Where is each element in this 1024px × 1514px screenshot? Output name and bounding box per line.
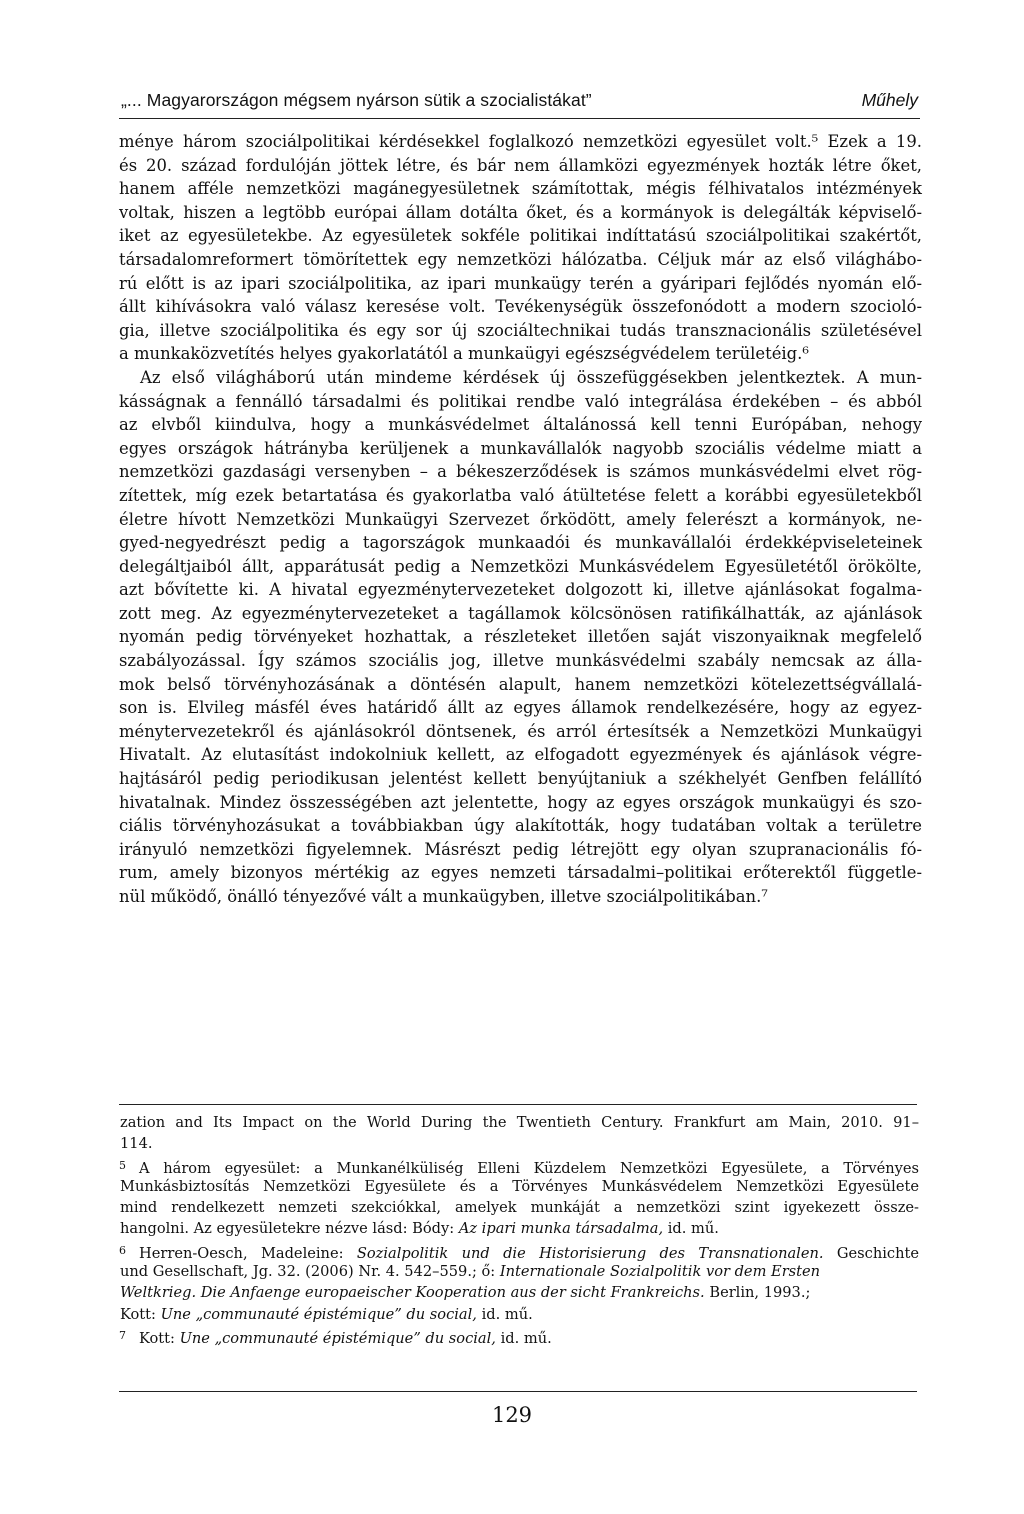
body-line: életre hívott Nemzetközi Munkaügyi Szervezet őrködött, amely felerészt a kormányok, ne- xyxy=(119,509,922,529)
footnote-number: 6 xyxy=(119,1243,126,1257)
body-line: zott meg. Az egyezménytervezeteket a tagállamok kölcsönösen ratifikálhatták, az ajánlások xyxy=(119,603,922,623)
body-line: gia, illetve szociálpolitika és egy sor új szociáltechnikai tudás transznacionális születésével xyxy=(119,320,922,340)
body-line: hanem afféle nemzetközi magánegyesületnek számítottak, mégis félhivatalos intézmények xyxy=(119,179,922,199)
footnotes xyxy=(119,1112,919,1346)
body-line: iket az egyesületekbe. Az egyesületek sokféle politikai indíttatású szociálpolitikai szakértőt, xyxy=(119,226,922,246)
footnote-continuation-line: 114. xyxy=(120,1135,153,1153)
footnote-number: 5 xyxy=(119,1158,126,1172)
body-line: társadalomreformert tömörítettek egy nemzetközi hálózatba. Céljuk már az első világhábo- xyxy=(119,249,922,269)
body-line: gyed-negyedrészt pedig a tagországok munkaadói és munkavállalói érdekképviseleteinek xyxy=(119,533,922,553)
footnote-book-title: Une „communauté épistémique” du social, xyxy=(179,1329,496,1347)
body-line: Az első világháború után mindeme kérdések új összefüggésekben jelentkeztek. A mun- xyxy=(140,367,922,387)
page-number: 129 xyxy=(491,1403,533,1427)
footnote-article-title: Sozialpolitik und die Historisierung des Transnationalen. xyxy=(356,1244,824,1262)
footnote-text: id. mű. xyxy=(476,1305,533,1323)
body-line: rum, amely bizonyos mértékig az egyes nemzeti társadalmi–politikai erőterektől függetle- xyxy=(119,863,922,883)
footnote-5 xyxy=(119,1155,919,1176)
body-line: egyes országok hátrányba kerüljenek a munkavállalók nagyobb szociális védelme miatt a xyxy=(119,438,922,458)
body-line: kásságnak a fennálló társadalmi és politikai rendbe való integrálása érdekében – és abból xyxy=(119,391,922,411)
running-title: „... Magyarországon mégsem nyárson sütik a szocialistákat” xyxy=(121,90,592,110)
footnote-line: Munkásbiztosítás Nemzetközi Egyesülete és a Törvényes Munkásvédelem Nemzetközi Egyesülete xyxy=(120,1177,919,1195)
body-line: son is. Elvileg másfél éves határidő állt az egyes államok rendelkezésére, hogy az egyez- xyxy=(119,698,922,718)
footnote-number: 7 xyxy=(119,1328,126,1342)
body-line: azt bővítette ki. A hivatal egyezménytervezeteket dolgozott ki, illetve ajánlásokat fogalma- xyxy=(119,580,922,600)
footnote-line xyxy=(119,1218,919,1239)
body-line: ciális törvényhozásukat a továbbiakban úgy alakították, hogy tudatában voltak a területre xyxy=(119,816,922,836)
footnote-continuation-line: zation and Its Impact on the World During the Twentieth Century. Frankfurt am Main, 2010. 91– xyxy=(120,1114,919,1131)
footnote-text: und Gesellschaft, Jg. 32. (2006) Nr. 4. 542–559.; ő: xyxy=(120,1263,500,1281)
footnote-line xyxy=(119,1304,919,1325)
bottom-divider xyxy=(119,1391,917,1392)
body-text xyxy=(119,130,922,909)
running-header xyxy=(119,90,920,119)
footnote-divider xyxy=(119,1104,917,1105)
footnote-text: id. mű. xyxy=(495,1329,552,1347)
body-line: ménye három szociálpolitikai kérdésekkel foglalkozó nemzetközi egyesület volt.⁵ Ezek a 19. xyxy=(119,132,922,151)
body-line: zítettek, míg ezek betartatása és gyakorlatba való átültetése felett a korábbi egyesületekből xyxy=(119,485,922,505)
body-line: voltak, hiszen a legtöbb európai állam dotálta őket, és a kormányok is delegálták képviselő- xyxy=(119,202,922,222)
footnote-text: id. mű. xyxy=(663,1220,719,1238)
footnote-book-title: Weltkrieg. Die Anfaenge europaeischer Kooperation aus der sicht Frankreichs. xyxy=(120,1284,705,1302)
footnote-text: Herren-Oesch, Madeleine: xyxy=(139,1244,357,1262)
body-line: nemzetközi gazdasági versenyben – a békeszerződések is számos munkásvédelmi elvet rög- xyxy=(119,462,922,482)
body-line: mok belső törvényhozásának a döntésén alapult, hanem nemzetközi kötelezettségvállalá- xyxy=(119,674,922,694)
body-line: Hivatalt. Az elutasítást indokolniuk kellett, az elfogadott egyezmények és ajánlások végre- xyxy=(119,745,922,765)
footnote-text: Kott: xyxy=(139,1329,180,1347)
body-line: delegáltjaiból állt, apparátusát pedig a Nemzetközi Munkásvédelem Egyesületétől örökölte, xyxy=(119,556,922,576)
body-line: ménytervezetekről és ajánlásokról döntsenek, és arról értesítsék a Nemzetközi Munkaügyi xyxy=(119,721,922,741)
footnote-text: hangolni. Az egyesületekre nézve lásd: Bódy: xyxy=(120,1220,459,1238)
footnote-7 xyxy=(119,1325,919,1346)
footnote-line xyxy=(119,1282,919,1303)
footnote-text: Geschichte xyxy=(823,1244,919,1262)
footnote-book-title: Une „communauté épistémique” du social, xyxy=(160,1305,477,1323)
body-line: nül működő, önálló tényezővé vált a munkaügyben, illetve szociálpolitikában.⁷ xyxy=(119,887,768,906)
body-line: az elvből kiindulva, hogy a munkásvédelmet általánossá kell tenni Európában, nehogy xyxy=(119,415,922,435)
footnote-book-title: Az ipari munka társadalma, xyxy=(458,1220,664,1238)
body-line: hivatalnak. Mindez összességében azt jelentette, hogy az egyes országok munkaügyi és szo- xyxy=(119,792,922,812)
section-name: Műhely xyxy=(861,90,918,110)
body-line: nyomán pedig törvényeket hozhattak, a részleteket illetően saját viszonyaiknak megfelelő xyxy=(119,627,922,647)
body-line: irányuló nemzetközi figyelemnek. Másrészt pedig létrejött egy olyan szupranacionális fó- xyxy=(119,839,922,859)
body-line: és 20. század fordulóján jöttek létre, és bár nem államközi egyezmények hozták létre őket, xyxy=(119,155,922,175)
footnote-book-title: Internationale Sozialpolitik vor dem Ersten xyxy=(499,1263,821,1281)
body-line: rú előtt is az ipari szociálpolitika, az ipari munkaügy terén a gyáripari fejlődés nyomán elő- xyxy=(119,273,922,293)
footnote-text: Berlin, 1993.; xyxy=(704,1284,811,1302)
footnote-text: Kott: xyxy=(120,1305,161,1323)
body-line: a munkaközvetítés helyes gyakorlatától a munkaügyi egészségvédelem területéig.⁶ xyxy=(119,344,809,364)
footnote-line: mind rendelkezett nemzeti szekciókkal, amelyek munkáját a nemzetközi szint igyekezett össze- xyxy=(120,1199,919,1217)
footnote-6 xyxy=(119,1240,919,1261)
body-line: állt kihívásokra való válasz keresése volt. Tevékenységük összefonódott a modern szocioló- xyxy=(119,297,922,317)
body-line: hajtásáról pedig periodikusan jelentést kellett benyújtaniuk a székhelyét Genfben felállító xyxy=(119,769,922,789)
footnote-text: A három egyesület: a Munkanélküliség Elleni Küzdelem Nemzetközi Egyesülete, a Törvényes xyxy=(139,1159,919,1177)
footnote-line xyxy=(119,1261,919,1282)
body-line: szabályozással. Így számos szociális jog, illetve munkásvédelmi szabály nemcsak az álla- xyxy=(119,651,922,671)
